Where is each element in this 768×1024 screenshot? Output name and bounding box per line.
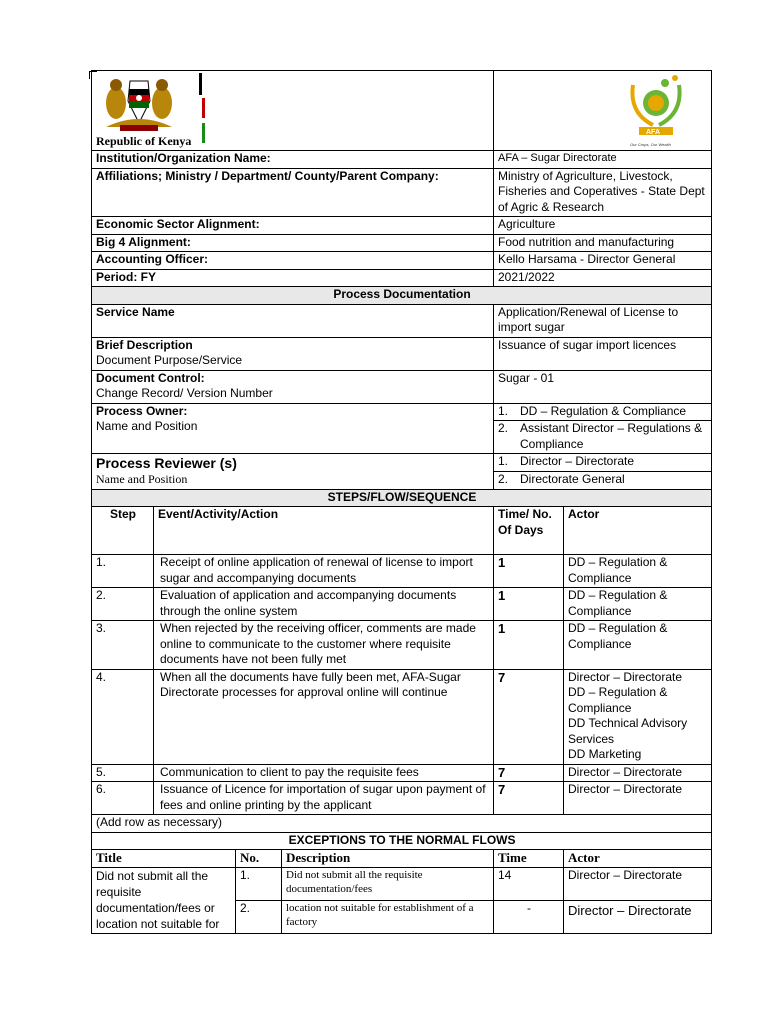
step-time: 1 — [494, 621, 564, 670]
process-documentation-heading: Process Documentation — [92, 287, 712, 305]
process-owner-row — [92, 403, 712, 454]
step-number: 2. — [92, 588, 154, 621]
step-number: 4. — [92, 669, 154, 764]
step-time: 7 — [494, 782, 564, 815]
reviewer-number: 1. — [498, 454, 509, 468]
info-row-accounting-officer — [92, 252, 712, 270]
process-owner-sub: Name and Position — [96, 419, 198, 433]
step-number: 1. — [92, 555, 154, 588]
info-row-institution — [92, 151, 712, 169]
info-value: Ministry of Agriculture, Livestock, Fisheries and Coperatives - State Dept of Agric & Research — [494, 168, 712, 217]
brief-description-row — [92, 337, 712, 370]
table-row — [92, 867, 712, 900]
col-time-header: Time — [494, 850, 564, 868]
col-description-header: Description — [282, 850, 494, 868]
info-label: Institution/Organization Name: — [92, 151, 494, 169]
exception-actor: Director – Directorate — [564, 867, 712, 900]
step-event: When rejected by the receiving officer, comments are made online to communicate to the customer where requisite documents have not been fully met — [154, 621, 494, 670]
step-event: Communication to client to pay the requisite fees — [154, 764, 494, 782]
reviewer-text: Directorate General — [520, 471, 625, 486]
info-value: 2021/2022 — [494, 269, 712, 287]
table-row — [92, 621, 712, 670]
step-actor: DD – Regulation & Compliance — [564, 621, 712, 670]
document-control-value: Sugar - 01 — [494, 370, 712, 403]
reviewer-item — [494, 472, 711, 489]
afa-logo-cell — [494, 71, 712, 151]
info-value: AFA – Sugar Directorate — [494, 151, 712, 169]
owner-text: DD – Regulation & Compliance — [520, 403, 687, 418]
owner-item — [494, 404, 711, 422]
info-value: Agriculture — [494, 217, 712, 235]
exceptions-table — [91, 832, 712, 934]
exceptions-heading-row — [92, 832, 712, 850]
steps-heading: STEPS/FLOW/SEQUENCE — [92, 489, 712, 507]
table-row — [92, 555, 712, 588]
flag-stripe-red — [202, 98, 205, 118]
brief-description-cell — [92, 337, 494, 370]
table-row — [92, 764, 712, 782]
add-row-note-row — [92, 815, 712, 833]
steps-header-row — [92, 507, 712, 555]
exceptions-header-row — [92, 850, 712, 868]
exception-title: Did not submit all the requisite documentation/fees or location not suitable for — [92, 867, 236, 933]
step-actor: Director – Directorate — [564, 782, 712, 815]
brief-description-label: Brief Description — [96, 337, 193, 352]
owner-item — [494, 421, 711, 453]
step-actor: Director – Directorate — [568, 669, 683, 684]
process-document — [91, 70, 711, 934]
info-row-big4 — [92, 234, 712, 252]
owner-text: Assistant Director – Regulations & Compliance — [520, 421, 703, 451]
service-name-label: Service Name — [92, 304, 494, 337]
kenya-logo-cell — [92, 71, 494, 151]
info-label: Big 4 Alignment: — [92, 234, 494, 252]
col-event-header: Event/Activity/Action — [154, 507, 494, 555]
info-label: Period: FY — [92, 269, 494, 287]
step-actor: DD Technical Advisory Services — [568, 716, 688, 746]
step-actor: Director – Directorate — [564, 764, 712, 782]
step-time: 7 — [494, 669, 564, 764]
info-row-sector — [92, 217, 712, 235]
add-row-note: (Add row as necessary) — [92, 815, 712, 833]
exception-number: 1. — [236, 867, 282, 900]
process-owner-cell — [92, 403, 494, 454]
col-time-header: Time/ No. Of Days — [494, 507, 564, 555]
process-heading-row — [92, 287, 712, 305]
step-event: Receipt of online application of renewal of license to import sugar and accompanying documents — [154, 555, 494, 588]
info-label: Affiliations; Ministry / Department/ County/Parent Company: — [92, 168, 494, 217]
owner-number: 1. — [498, 403, 509, 418]
step-time: 7 — [494, 764, 564, 782]
info-row-affiliations — [92, 168, 712, 217]
exceptions-heading: EXCEPTIONS TO THE NORMAL FLOWS — [92, 832, 712, 850]
exception-number: 2. — [236, 900, 282, 933]
table-row — [92, 669, 712, 764]
col-no-header: No. — [236, 850, 282, 868]
exception-description: Did not submit all the requisite documentation/fees — [282, 867, 494, 900]
brief-description-sub: Document Purpose/Service — [96, 353, 243, 367]
corner-mark — [89, 71, 90, 79]
table-row — [92, 588, 712, 621]
step-number: 5. — [92, 764, 154, 782]
info-label: Accounting Officer: — [92, 252, 494, 270]
step-actor: DD – Regulation & Compliance — [564, 555, 712, 588]
step-time: 1 — [494, 588, 564, 621]
col-title-header: Title — [92, 850, 236, 868]
document-control-row — [92, 370, 712, 403]
col-actor-header: Actor — [564, 507, 712, 555]
step-actor: DD Marketing — [568, 747, 642, 761]
document-control-sub: Change Record/ Version Number — [96, 386, 273, 400]
step-actor: DD – Regulation & Compliance — [568, 685, 668, 715]
process-owner-label: Process Owner: — [96, 403, 188, 418]
step-event: Issuance of Licence for importation of sugar upon payment of fees and online printing by the applicant — [154, 782, 494, 815]
reviewer-number: 2. — [498, 471, 509, 486]
exception-actor: Director – Directorate — [564, 900, 712, 933]
info-value: Kello Harsama - Director General — [494, 252, 712, 270]
process-reviewer-cell — [92, 454, 494, 490]
col-step-header: Step — [92, 507, 154, 555]
document-control-cell — [92, 370, 494, 403]
document-control-label: Document Control: — [96, 370, 205, 385]
step-event: When all the documents have fully been met, AFA-Sugar Directorate processes for approval online will continue — [154, 669, 494, 764]
reviewer-item — [494, 454, 711, 472]
exception-description: location not suitable for establishment of a factory — [282, 900, 494, 933]
kenya-label: Republic of Kenya — [96, 134, 192, 148]
step-actor-list — [564, 669, 712, 764]
logo-row — [92, 71, 712, 151]
reviewer-text: Director – Directorate — [520, 454, 635, 468]
process-reviewer-list — [494, 454, 712, 490]
afa-logo-text: AFA — [646, 129, 660, 136]
process-owner-list — [494, 403, 712, 454]
process-reviewer-label: Process Reviewer (s) — [96, 455, 237, 471]
step-time: 1 — [494, 555, 564, 588]
owner-number: 2. — [498, 421, 509, 435]
steps-table — [91, 489, 712, 833]
exception-time: 14 — [494, 867, 564, 900]
service-name-value: Application/Renewal of License to import sugar — [494, 304, 712, 337]
step-event: Evaluation of application and accompanying documents through the online system — [154, 588, 494, 621]
step-number: 3. — [92, 621, 154, 670]
flag-stripe-black — [199, 73, 202, 95]
info-row-period — [92, 269, 712, 287]
process-reviewer-sub: Name and Position — [96, 472, 188, 486]
flag-stripe-green — [202, 123, 205, 143]
step-number: 6. — [92, 782, 154, 815]
service-name-row — [92, 304, 712, 337]
brief-description-value: Issuance of sugar import licences — [494, 337, 712, 370]
table-row — [92, 782, 712, 815]
afa-tagline: Our Crops, Our Wealth — [630, 142, 671, 147]
step-actor: DD – Regulation & Compliance — [564, 588, 712, 621]
process-reviewer-row — [92, 454, 712, 490]
steps-heading-row — [92, 489, 712, 507]
info-value: Food nutrition and manufacturing — [494, 234, 712, 252]
info-label: Economic Sector Alignment: — [92, 217, 494, 235]
exception-time: - — [494, 900, 564, 933]
info-table — [91, 70, 712, 490]
col-actor-header: Actor — [564, 850, 712, 868]
